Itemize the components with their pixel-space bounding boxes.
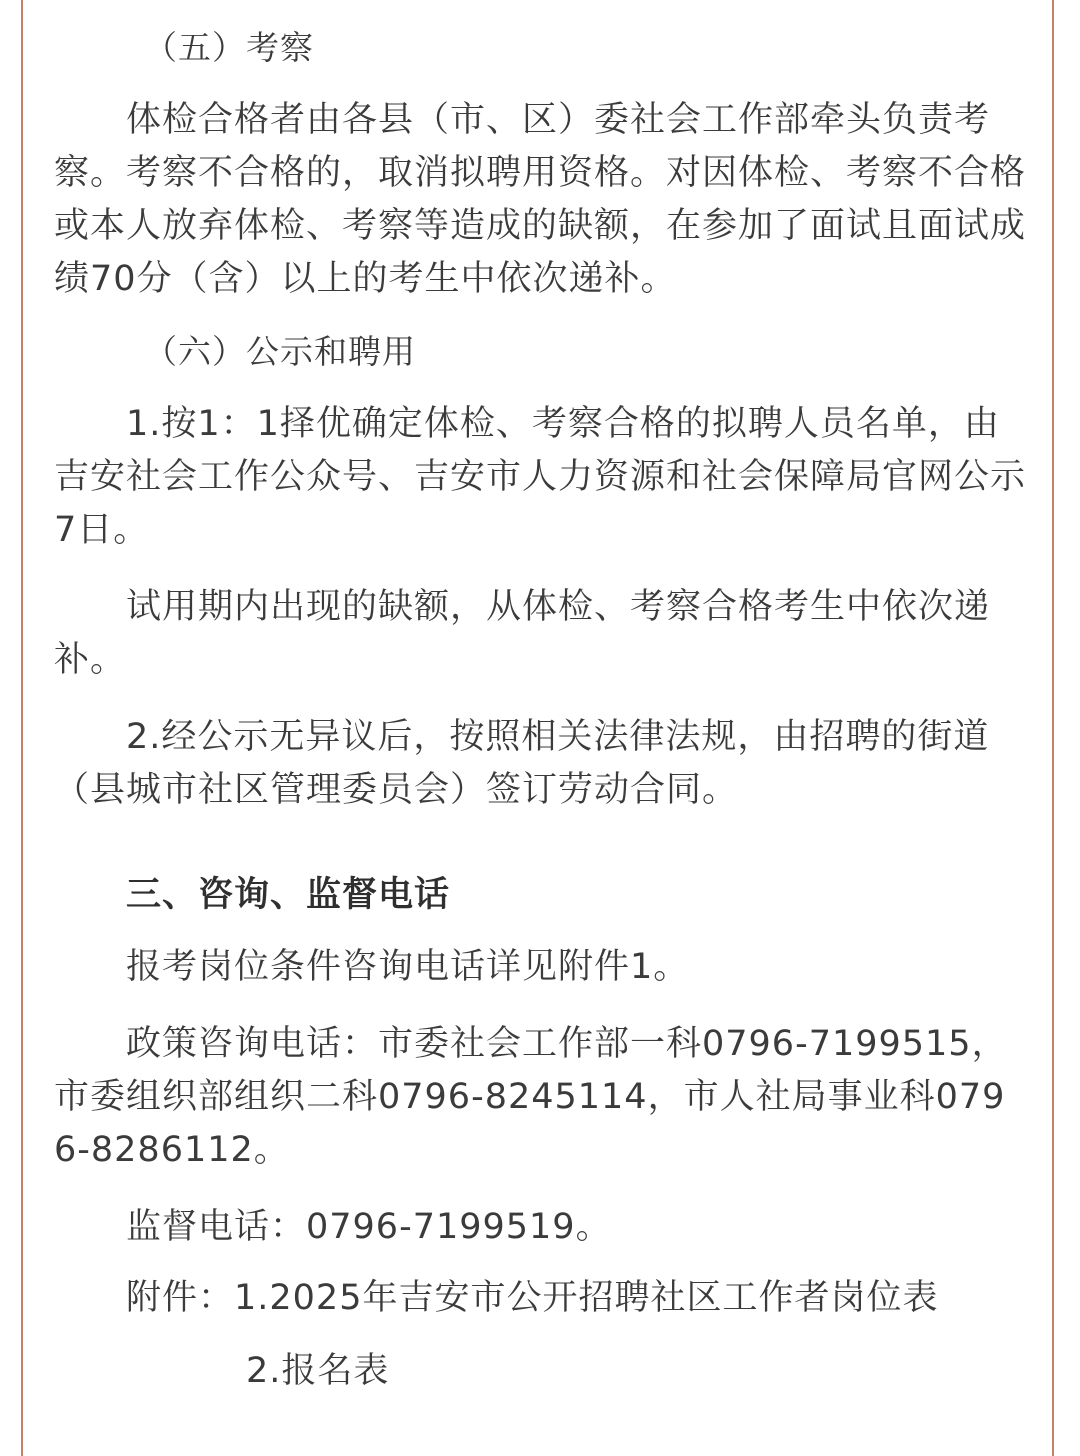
attachment-line-2: 2.报名表: [246, 1351, 390, 1391]
section-3-paragraph-2: 政策咨询电话：市委社会工作部一科0796-7199515，市委组织部组织二科0796-8245114，市人社局事业科0796-8286112。: [54, 1024, 1008, 1170]
section-6-paragraph-3: 2.经公示无异议后，按照相关法律法规，由招聘的街道（县城市社区管理委员会）签订劳动合同。: [54, 717, 990, 810]
section-3-paragraph-1: 报考岗位条件咨询电话详见附件1。: [126, 947, 690, 987]
document-content: [54, 20, 1026, 1399]
section-3-paragraph-3: 监督电话：0796-7199519。: [126, 1207, 612, 1247]
section-3-heading: 三、咨询、监督电话: [126, 875, 451, 915]
section-6-paragraph-2: 试用期内出现的缺额，从体检、考察合格考生中依次递补。: [54, 587, 991, 680]
section-5-body: 体检合格者由各县（市、区）委社会工作部牵头负责考察。考察不合格的，取消拟聘用资格。对因体检、考察不合格或本人放弃体检、考察等造成的缺额，在参加了面试且面试成绩70分（含）以上的考生中依次递补。: [54, 100, 1027, 299]
section-6-title: （六）公示和聘用: [144, 332, 416, 371]
section-6-paragraph-1: 1.按1：1择优确定体检、考察合格的拟聘人员名单，由吉安社会工作公众号、吉安市人力资源和社会保障局官网公示7日。: [54, 404, 1027, 550]
attachment-line-1: 附件：1.2025年吉安市公开招聘社区工作者岗位表: [126, 1278, 939, 1318]
section-5-title: （五）考察: [144, 28, 314, 67]
frame-left-border: [21, 0, 23, 1456]
frame-right-border: [1052, 0, 1054, 1456]
